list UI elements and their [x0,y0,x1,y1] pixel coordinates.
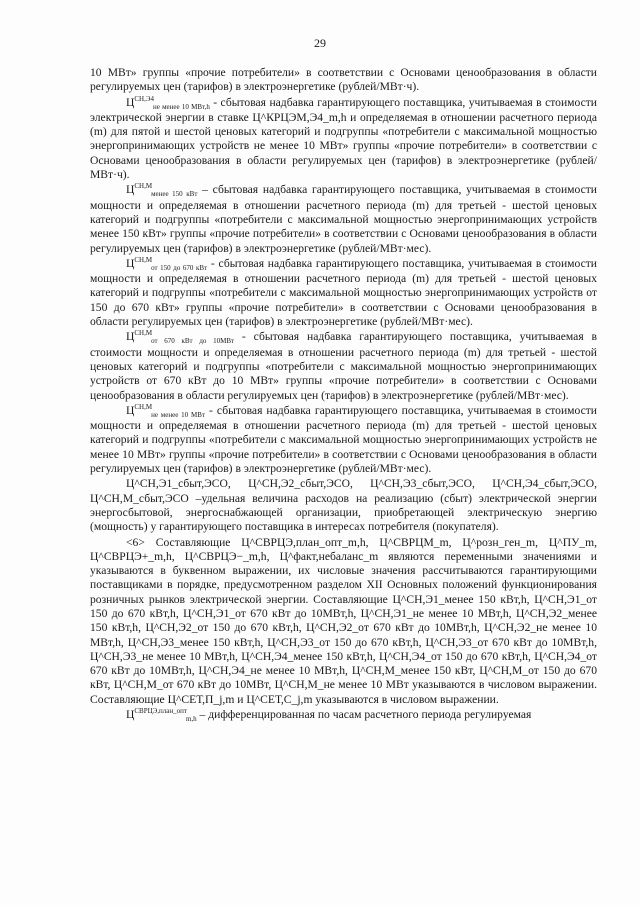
paragraph-text: – дифференцированная по часам расчетного периода регулируемая [196,708,532,722]
paragraph-text: - сбытовая надбавка гарантирующего поставщика, учитываемая в стоимости электрической энергии в ставке Ц^КРЦЭМ,Э4_m,h и определяемая в отношении расчетного периода (m) для пятой и шестой ценовых категорий и подгруппы «потребители с максимальной мощностью энергопринимающих устройств не менее 10 МВт» группы «прочие потребители» в соответствии с Основами ценообразования в области регулируемых цен (тарифов) в электроэнергетике (рублей/МВт·ч). [90,95,597,182]
formula-symbol: $Ц^{СН,М}_{не менее 10 МВт}$ [126,402,206,419]
paragraph-text: - сбытовая надбавка гарантирующего поставщика, учитываемая в стоимости мощности и определяемая в отношении расчетного периода (m) для третьей - шестой ценовых категорий и подгруппы «потребители с максимальной мощностью энергопринимающих устройств не менее 10 МВт» группы «прочие потребители» в соответствии с Основами ценообразования в области регулируемых цен (тарифов) в электроэнергетике (рублей/МВт·мес). [90,403,597,476]
paragraph-text: <6> Составляющие Ц^СВРЦЭ,план_опт_m,h, Ц^СВРЦМ_m, Ц^розн_ген_m, Ц^ПУ_m, Ц^СВРЦЭ+_m,h, Ц^СВРЦЭ−_m,h, Ц^факт,небаланс_m являются переменными значениями и указываются в буквенном выражении, их числовые значения рассчитываются гарантирующими поставщиками в порядке, предусмотренном разделом XII Основных положений функционирования розничных рынков электрической энергии. Составляющие Ц^СН,Э1_менее 150 кВт,h, Ц^СН,Э1_от 150 до 670 кВт,h, Ц^СН,Э1_от 670 кВт до 10МВт,h, Ц^СН,Э1_не менее 10 МВт,h, Ц^СН,Э2_менее 150 кВт,h, Ц^СН,Э2_от 150 до 670 кВт,h, Ц^СН,Э2_от 670 кВт до 10МВт,h, Ц^СН,Э2_не менее 10 МВт,h, Ц^СН,Э3_менее 150 кВт,h, Ц^СН,Э3_от 150 до 670 кВт,h, Ц^СН,Э3_от 670 кВт до 10МВт,h, Ц^СН,Э3_не менее 10 МВт,h, Ц^СН,Э4_менее 150 кВт,h, Ц^СН,Э4_от 150 до 670 кВт,h, Ц^СН,Э4_от 670 кВт до 10МВт,h, Ц^СН,Э4_не менее 10 МВт,h, Ц^СН,М_менее 150 кВт, Ц^СН,М_от 150 до 670 кВт, Ц^СН,М_от 670 кВт до 10МВт, Ц^СН,М_не менее 10 МВт указываются в числовом выражении. Составляющие Ц^СЕТ,П_j,m и Ц^СЕТ,С_j,m указываются в числовом выражении. [90,535,597,706]
paragraph-definition [90,96,597,183]
paragraph-footnote [90,536,597,708]
paragraph-text: - сбытовая надбавка гарантирующего поставщика, учитываемая в стоимости мощности и определяемая в отношении расчетного периода (m) для третьей - шестой ценовых категорий и подгруппы «потребители с максимальной мощностью энергопринимающих устройств от 150 до 670 кВт» группы «прочие потребители» в соответствии с Основами ценообразования в области регулируемых цен (тарифов) в электроэнергетике (рублей/МВт·мес). [90,256,597,329]
paragraph-definition [90,708,597,723]
paragraph-definition [90,477,597,534]
formula-symbol: $Ц^{СН,М}_{от 150 до 670 кВт}$ [126,255,208,272]
paragraph-text: Ц^СН,Э1_сбыт,ЭСО, Ц^СН,Э2_сбыт,ЭСО, Ц^СН,Э3_сбыт,ЭСО, Ц^СН,Э4_сбыт,ЭСО, Ц^СН,М_сбыт,ЭСО –удельная величина расходов на реализацию (сбыт) электрической энергии энергосбытовой, энергоснабжающей организации, приобретающей электрическую энергию (мощность) у гарантирующего поставщика в интересах потребителя (покупателя). [90,477,597,534]
paragraph-definition [90,404,597,476]
paragraph-text: – сбытовая надбавка гарантирующего поставщика, учитываемая в стоимости мощности и определяемая в отношении расчетного периода (m) для третьей - шестой ценовых категорий и подгруппы «потребители с максимальной мощностью энергопринимающих устройств менее 150 кВт» группы «прочие потребители» в соответствии с Основами ценообразования в области регулируемых цен (тарифов) в электроэнергетике (рублей/МВт·мес). [90,183,597,255]
paragraph-definition [90,183,597,255]
formula-symbol: $Ц^{СН,М}_{от 670 кВт до 10МВт}$ [126,329,235,346]
paragraph-definition [90,257,597,329]
formula-symbol: $Ц^{СН,Э4}_{не менее 10 МВт,h}$ [126,94,210,111]
paragraph-continuation [90,66,597,95]
page-number: 29 [314,36,326,50]
formula-symbol: $Ц^{СВРЦЭ,план\_опт}_{m,h}$ [126,707,197,724]
paragraph-definition [90,330,597,402]
paragraph-text: - сбытовая надбавка гарантирующего поставщика, учитываемая в стоимости мощности и определяемая в отношении расчетного периода (m) для третьей - шестой ценовых категорий и подгруппы «потребители с максимальной мощностью энергопринимающих устройств от 670 кВт до 10 МВт» группы «прочие потребители» в соответствии с Основами ценообразования в области регулируемых цен (тарифов) в электроэнергетике (рублей/МВт·мес). [90,330,597,402]
document-body [90,66,597,723]
formula-symbol: $Ц^{СН,М}_{менее 150 кВт}$ [126,182,198,199]
paragraph-text: 10 МВт» группы «прочие потребители» в соответствии с Основами ценообразования в области регулируемых цен (тарифов) в электроэнергетике (рублей/МВт·ч). [90,66,597,94]
